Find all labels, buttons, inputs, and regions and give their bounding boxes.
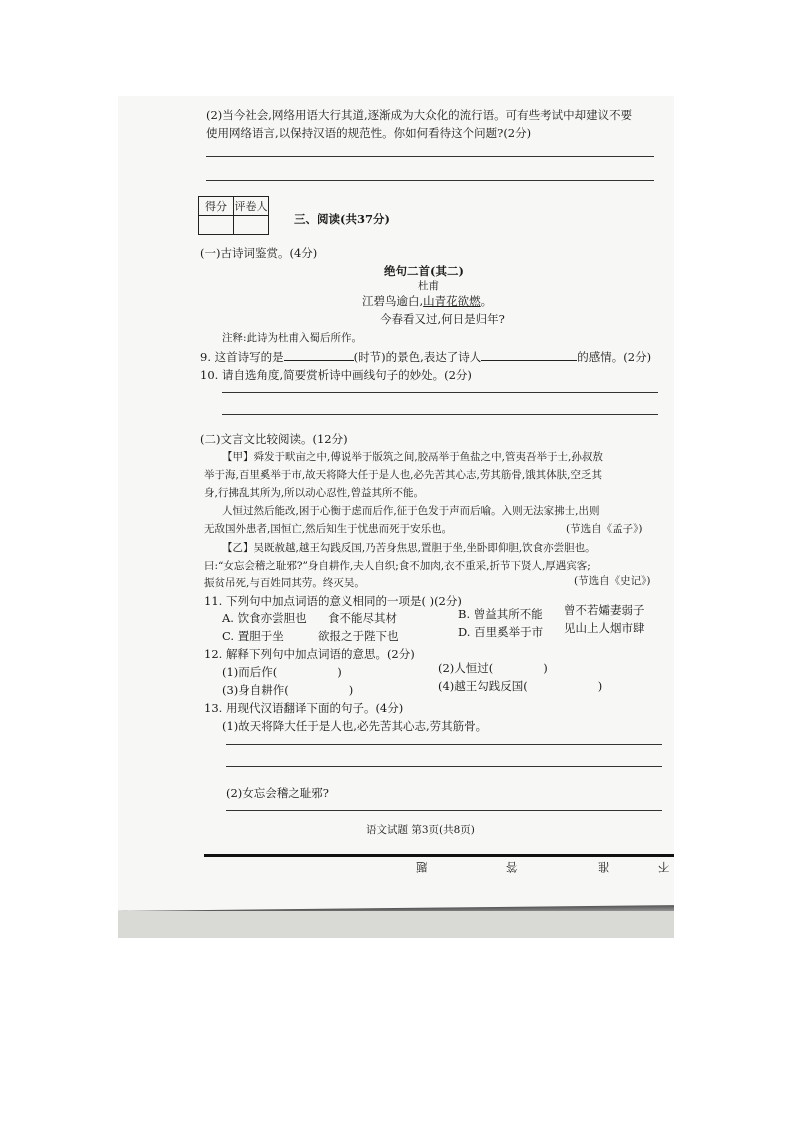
poem-author: 杜甫 <box>418 280 439 292</box>
jia-line5: 无敌国外患者,国恒亡,然后知生于忧患而死于安乐也。 <box>204 523 453 535</box>
answer-line <box>226 766 662 767</box>
part1-heading: (一)古诗词鉴赏。(4分) <box>200 246 318 260</box>
jia-line4: 人恒过然后能改,困于心衡于虑而后作,征于色发于声而后喻。入则无法家拂士,出则 <box>222 505 600 517</box>
q12-item4[interactable] <box>438 679 602 693</box>
q11-option-d[interactable]: D. 百里奚举于市 <box>458 625 544 639</box>
q9-blank-emotion[interactable] <box>481 348 577 361</box>
poem-title: 绝句二首(其二) <box>384 264 464 278</box>
poem-note: 注释:此诗为杜甫入蜀后所作。 <box>222 332 363 344</box>
score-box-grader-label: 评卷人 <box>234 197 269 216</box>
score-box-grader-cell[interactable] <box>234 216 269 235</box>
q13-sentence1: (1)故天将降大任于是人也,必先苦其心志,劳其筋骨。 <box>222 719 488 733</box>
q12-item1-close: ) <box>337 665 342 679</box>
q12-item2-close: ) <box>543 661 548 675</box>
q11-d-sentence2: 见山上人烟市肆 <box>564 621 645 635</box>
answer-line <box>206 180 654 181</box>
q11-b-sentence2: 曾不若孀妻弱子 <box>564 603 645 617</box>
yi-line3: 振贫吊死,与百姓同其劳。终灭吴。 <box>204 577 365 589</box>
q13-sentence2: (2)女忘会稽之耻邪? <box>226 786 329 800</box>
q12-item3-close: ) <box>348 683 354 697</box>
jia-line3: 身,行拂乱其所为,所以动心忍性,曾益其所不能。 <box>204 487 425 499</box>
seal-char-3: 准 <box>598 860 610 874</box>
section3-title: 三、阅读(共37分) <box>294 212 390 226</box>
seal-char-4: 不 <box>658 860 670 874</box>
q12: 12. 解释下列句中加点词语的意思。(2分) <box>204 647 415 661</box>
q12-item1-text: (1)而后作( <box>222 665 278 679</box>
q13: 13. 用现代汉语翻译下面的句子。(4分) <box>204 701 404 715</box>
answer-line <box>226 744 662 745</box>
jia-source: (节选自《孟子》) <box>566 523 643 535</box>
page-footer: 语文试题 第3页(共8页) <box>366 824 475 836</box>
q12-item4-close: ) <box>597 679 603 693</box>
q11: 11. 下列句中加点词语的意义相同的一项是( )(2分) <box>204 594 462 608</box>
q10: 10. 请自选角度,简要赏析诗中画线句子的妙处。(2分) <box>200 368 472 382</box>
q11-c-sentence2: 欲报之于陛下也 <box>318 629 399 643</box>
yi-source: (节选自《史记》) <box>574 575 651 587</box>
q9 <box>200 348 651 364</box>
score-box-score-label: 得分 <box>199 197 234 216</box>
answer-line <box>222 414 658 415</box>
answer-line <box>206 156 654 157</box>
jia-line1: 【甲】舜发于畎亩之中,傅说举于版筑之间,胶鬲举于鱼盐之中,管夷吾举于士,孙叔敖 <box>222 451 603 463</box>
q9-text-c: 的感情。(2分) <box>577 350 652 364</box>
scanned-exam-page <box>118 96 674 938</box>
q12-item2[interactable] <box>438 661 548 675</box>
answer-line <box>226 810 662 811</box>
part2-heading: (二)文言文比较阅读。(12分) <box>200 432 348 446</box>
poem-line1-end: 。 <box>480 294 493 308</box>
score-box <box>198 196 269 235</box>
q11-a-sentence1: A. 饮食亦尝胆也 <box>222 611 307 625</box>
q11-option-b[interactable]: B. 曾益其所不能 <box>458 607 543 621</box>
q2-line1: (2)当今社会,网络用语大行其道,逐渐成为大众化的流行语。可有些考试中却建议不要 <box>206 108 633 122</box>
q12-item3-text: (3)身自耕作( <box>222 683 289 697</box>
q2-line2: 使用网络语言,以保持汉语的规范性。你如何看待这个问题?(2分) <box>206 126 532 140</box>
scan-edge-band <box>118 911 674 938</box>
q12-item2-text: (2)人恒过( <box>438 661 494 675</box>
q11-option-c[interactable]: C. 置胆于坐 <box>222 629 284 643</box>
poem-line1 <box>362 294 492 308</box>
answer-line <box>222 392 658 393</box>
yi-line1: 【乙】吴既赦越,越王勾践反国,乃苦身焦思,置胆于坐,坐卧即仰胆,饮食亦尝胆也。 <box>222 542 596 554</box>
q9-text-b: (时节)的景色,表达了诗人 <box>353 350 482 364</box>
seal-char-2: 答 <box>506 860 518 874</box>
q9-blank-season[interactable] <box>284 348 354 361</box>
score-box-score-cell[interactable] <box>199 216 234 235</box>
poem-line2: 今春看又过,何日是归年? <box>380 312 505 326</box>
poem-line1-text: 江碧鸟逾白, <box>362 294 424 308</box>
yi-line2: 曰:“女忘会稽之耻邪?”身自耕作,夫人自织;食不加肉,衣不重采,折节下贤人,厚遇宾客; <box>204 560 591 572</box>
q12-item4-text: (4)越王勾践反国( <box>438 679 528 693</box>
seal-line-bar <box>204 854 674 857</box>
q11-a-sentence2: 食不能尽其材 <box>328 611 397 625</box>
jia-line2: 举于海,百里奚举于市,故天将降大任于是人也,必先苦其心志,劳其筋骨,饿其体肤,空乏其 <box>204 469 603 481</box>
seal-char-1: 题 <box>416 860 428 874</box>
q12-item3[interactable] <box>222 683 353 697</box>
poem-underlined-line: 山青花欲燃 <box>423 294 481 308</box>
q11-option-a[interactable] <box>222 611 307 625</box>
q12-item1[interactable] <box>222 665 342 679</box>
q9-text-a: 9. 这首诗写的是 <box>200 350 284 364</box>
